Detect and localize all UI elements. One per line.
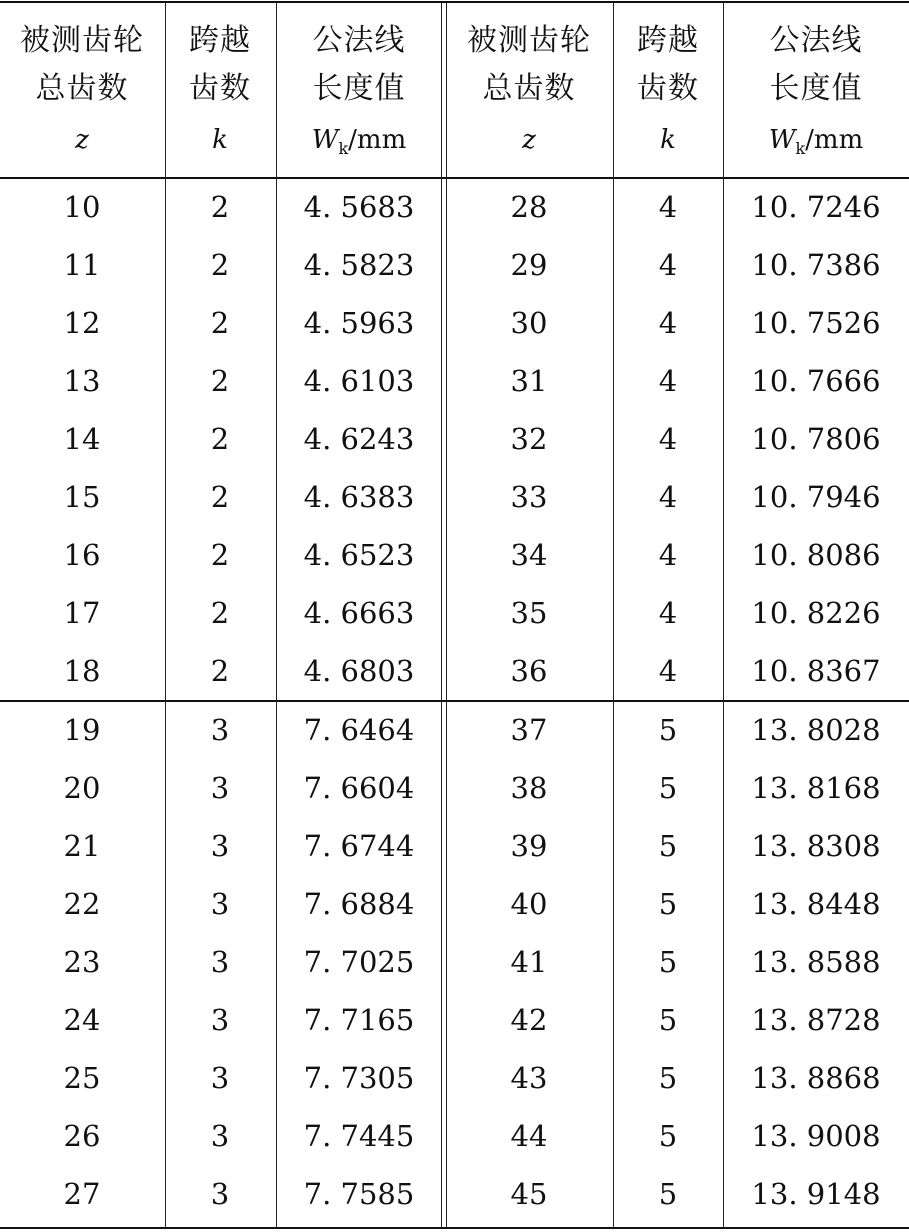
table-cell: 10. 7806 bbox=[751, 422, 881, 456]
table-cell: 3 bbox=[210, 1061, 230, 1095]
table-cell: 2 bbox=[210, 190, 230, 224]
table-cell: 28 bbox=[510, 190, 548, 224]
header-label-line1: 被测齿轮 bbox=[467, 23, 591, 58]
table-cell: 7. 7445 bbox=[303, 1119, 415, 1153]
table-bottom-rule bbox=[0, 1227, 909, 1229]
table-cell: 4. 5823 bbox=[303, 248, 415, 282]
table-cell: 13. 8168 bbox=[751, 771, 881, 805]
table-cell: 13. 9008 bbox=[751, 1119, 881, 1153]
table-cell: 3 bbox=[210, 887, 230, 921]
header-symbol bbox=[167, 120, 273, 160]
header-symbol bbox=[279, 120, 439, 169]
header-unit: /mm bbox=[348, 125, 407, 155]
table-cell: 19 bbox=[63, 713, 101, 747]
table-cell: 13. 8868 bbox=[751, 1061, 881, 1095]
table-cell: 34 bbox=[510, 538, 548, 572]
table-cell: 2 bbox=[210, 654, 230, 688]
table-cell: 14 bbox=[63, 422, 101, 456]
table-cell: 10. 7946 bbox=[751, 480, 881, 514]
table-cell: 7. 6604 bbox=[303, 771, 415, 805]
header-label-line1: 跨越 bbox=[189, 23, 251, 58]
table-cell: 10 bbox=[63, 190, 101, 224]
header-label-line1: 公法线 bbox=[769, 23, 863, 58]
table-cell: 36 bbox=[510, 654, 548, 688]
table-cell: 10. 8367 bbox=[751, 654, 881, 688]
table-cell: 10. 7246 bbox=[751, 190, 881, 224]
table-cell: 17 bbox=[63, 596, 101, 630]
table-cell: 37 bbox=[510, 713, 548, 747]
table-cell: 13. 8588 bbox=[751, 945, 881, 979]
table-cell: 10. 7526 bbox=[751, 306, 881, 340]
header-label-line2: 长度值 bbox=[312, 71, 406, 106]
table-cell: 3 bbox=[210, 713, 230, 747]
table-cell: 3 bbox=[210, 945, 230, 979]
header-symbol-letter: k bbox=[660, 125, 676, 155]
table-cell: 4 bbox=[658, 248, 678, 282]
table-cell: 2 bbox=[210, 596, 230, 630]
header-symbol-letter: k bbox=[212, 125, 228, 155]
header-unit: /mm bbox=[805, 125, 864, 155]
table-cell: 20 bbox=[63, 771, 101, 805]
table-cell: 13. 8028 bbox=[751, 713, 881, 747]
table-cell: 7. 6464 bbox=[303, 713, 415, 747]
table-cell: 32 bbox=[510, 422, 548, 456]
table-cell: 4 bbox=[658, 596, 678, 630]
header-symbol-subscript: k bbox=[338, 139, 349, 159]
column-divider bbox=[613, 3, 614, 1228]
column-divider bbox=[165, 3, 166, 1228]
table-cell: 4. 6383 bbox=[303, 480, 415, 514]
table-cell: 23 bbox=[63, 945, 101, 979]
center-double-rule-left bbox=[441, 3, 442, 1228]
table-cell: 12 bbox=[63, 306, 101, 340]
header-symbol bbox=[2, 120, 162, 160]
table-cell: 13. 8308 bbox=[751, 829, 881, 863]
table-cell: 13 bbox=[63, 364, 101, 398]
table-cell: 4 bbox=[658, 480, 678, 514]
table-cell: 3 bbox=[210, 1177, 230, 1211]
table-cell: 2 bbox=[210, 248, 230, 282]
table-cell: 7. 7305 bbox=[303, 1061, 415, 1095]
table-cell: 5 bbox=[658, 887, 678, 921]
table-cell: 24 bbox=[63, 1003, 101, 1037]
header-label-line1: 跨越 bbox=[637, 23, 699, 58]
header-label-line2: 总齿数 bbox=[35, 71, 129, 106]
table-cell: 5 bbox=[658, 1061, 678, 1095]
table-cell: 5 bbox=[658, 771, 678, 805]
header-label-line2: 总齿数 bbox=[482, 71, 576, 106]
table-cell: 4. 6103 bbox=[303, 364, 415, 398]
header-symbol-letter: z bbox=[75, 125, 89, 155]
header-symbol-letter: W bbox=[768, 125, 796, 155]
header-symbol bbox=[449, 120, 609, 160]
table-cell: 21 bbox=[63, 829, 101, 863]
column-divider bbox=[276, 3, 277, 1228]
header-label-line1: 被测齿轮 bbox=[20, 23, 144, 58]
table-cell: 26 bbox=[63, 1119, 101, 1153]
header-label-line2: 齿数 bbox=[637, 71, 699, 106]
header-label-line1: 公法线 bbox=[312, 23, 406, 58]
table-cell: 2 bbox=[210, 306, 230, 340]
table-cell: 2 bbox=[210, 422, 230, 456]
table-cell: 5 bbox=[658, 945, 678, 979]
table-cell: 7. 6744 bbox=[303, 829, 415, 863]
table-cell: 10. 8086 bbox=[751, 538, 881, 572]
table-cell: 10. 7666 bbox=[751, 364, 881, 398]
header-symbol-letter: W bbox=[311, 125, 339, 155]
column-divider bbox=[723, 3, 724, 1228]
table-cell: 35 bbox=[510, 596, 548, 630]
center-double-rule-right bbox=[446, 3, 447, 1228]
header-symbol-letter: z bbox=[522, 125, 536, 155]
header-label-line2: 齿数 bbox=[189, 71, 251, 106]
table-cell: 4 bbox=[658, 538, 678, 572]
table-cell: 22 bbox=[63, 887, 101, 921]
table-cell: 30 bbox=[510, 306, 548, 340]
table-cell: 39 bbox=[510, 829, 548, 863]
table-cell: 4. 5963 bbox=[303, 306, 415, 340]
table-cell: 4. 6803 bbox=[303, 654, 415, 688]
table-cell: 16 bbox=[63, 538, 101, 572]
table-cell: 4 bbox=[658, 422, 678, 456]
header-symbol-subscript: k bbox=[795, 139, 806, 159]
table-cell: 3 bbox=[210, 829, 230, 863]
table-cell: 13. 9148 bbox=[751, 1177, 881, 1211]
table-cell: 4 bbox=[658, 306, 678, 340]
table-cell: 44 bbox=[510, 1119, 548, 1153]
table-cell: 4 bbox=[658, 190, 678, 224]
table-cell: 15 bbox=[63, 480, 101, 514]
table-cell: 5 bbox=[658, 1177, 678, 1211]
table-cell: 5 bbox=[658, 1119, 678, 1153]
table-cell: 11 bbox=[63, 248, 101, 282]
table-cell: 7. 7025 bbox=[303, 945, 415, 979]
table-cell: 2 bbox=[210, 480, 230, 514]
table-cell: 4. 6663 bbox=[303, 596, 415, 630]
table-cell: 4. 6243 bbox=[303, 422, 415, 456]
table-cell: 33 bbox=[510, 480, 548, 514]
table-cell: 43 bbox=[510, 1061, 548, 1095]
table-cell: 27 bbox=[63, 1177, 101, 1211]
table-cell: 5 bbox=[658, 713, 678, 747]
table-cell: 31 bbox=[510, 364, 548, 398]
table-cell: 10. 8226 bbox=[751, 596, 881, 630]
header-symbol bbox=[615, 120, 721, 160]
table-cell: 2 bbox=[210, 364, 230, 398]
table-cell: 3 bbox=[210, 1003, 230, 1037]
table-cell: 42 bbox=[510, 1003, 548, 1037]
header-label-line2: 长度值 bbox=[769, 71, 863, 106]
table-cell: 7. 7165 bbox=[303, 1003, 415, 1037]
table-cell: 4 bbox=[658, 364, 678, 398]
table-cell: 7. 6884 bbox=[303, 887, 415, 921]
table-cell: 5 bbox=[658, 1003, 678, 1037]
table-cell: 13. 8728 bbox=[751, 1003, 881, 1037]
table-cell: 4. 6523 bbox=[303, 538, 415, 572]
table-cell: 38 bbox=[510, 771, 548, 805]
table-cell: 13. 8448 bbox=[751, 887, 881, 921]
table-cell: 5 bbox=[658, 829, 678, 863]
table-cell: 45 bbox=[510, 1177, 548, 1211]
table-cell: 41 bbox=[510, 945, 548, 979]
table-cell: 10. 7386 bbox=[751, 248, 881, 282]
table-cell: 29 bbox=[510, 248, 548, 282]
table-cell: 25 bbox=[63, 1061, 101, 1095]
table-cell: 4 bbox=[658, 654, 678, 688]
table-cell: 3 bbox=[210, 771, 230, 805]
table-cell: 7. 7585 bbox=[303, 1177, 415, 1211]
table-cell: 3 bbox=[210, 1119, 230, 1153]
table-cell: 40 bbox=[510, 887, 548, 921]
table-cell: 4. 5683 bbox=[303, 190, 415, 224]
header-symbol bbox=[726, 120, 906, 169]
table-cell: 18 bbox=[63, 654, 101, 688]
table-cell: 2 bbox=[210, 538, 230, 572]
table-top-rule bbox=[0, 1, 909, 3]
